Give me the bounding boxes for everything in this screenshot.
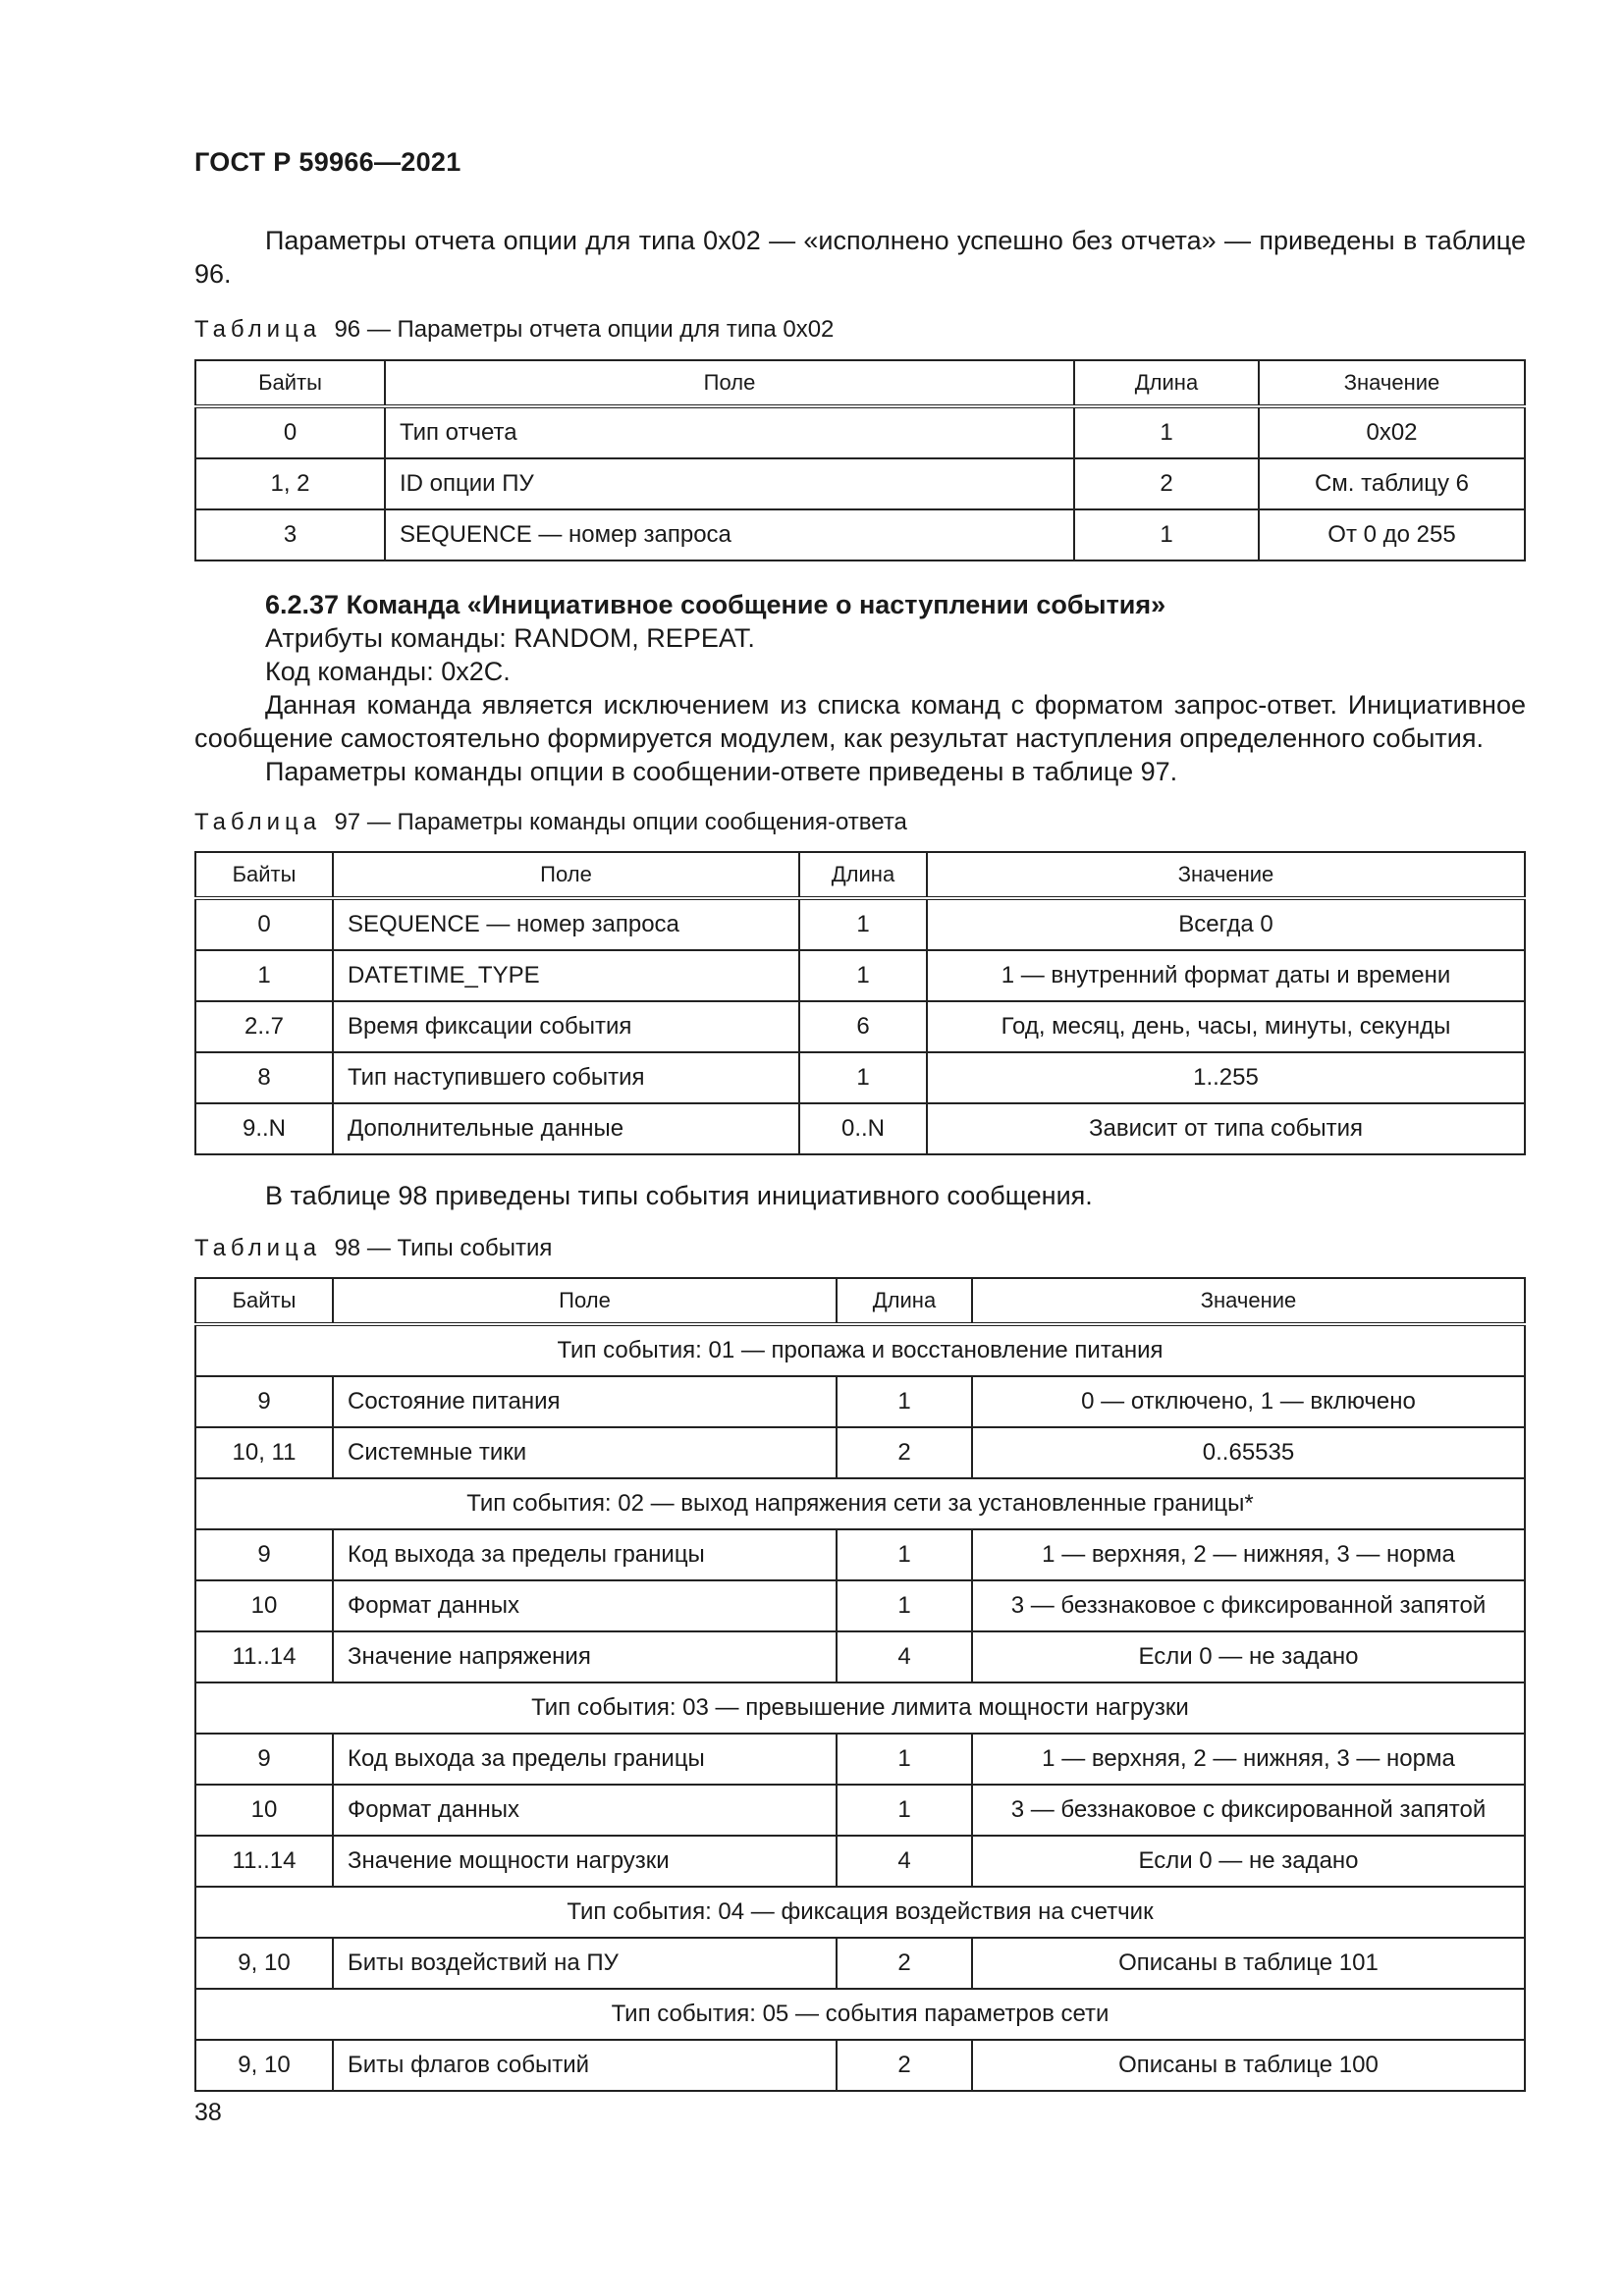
cell-bytes: 9 — [195, 1529, 333, 1580]
cell-length: 4 — [837, 1836, 972, 1887]
event-group-title: Тип события: 04 — фиксация воздействия на счетчик — [195, 1887, 1525, 1938]
table-row — [195, 1427, 1525, 1478]
cell-bytes: 1, 2 — [195, 458, 385, 509]
cell-bytes: 0 — [195, 406, 385, 458]
cell-length: 6 — [799, 1001, 927, 1052]
cell-length: 1 — [1074, 406, 1259, 458]
page-number: 38 — [194, 2099, 222, 2126]
table-row — [195, 509, 1525, 561]
cell-length: 4 — [837, 1631, 972, 1682]
section-code: Код команды: 0x2C. — [265, 657, 511, 686]
cell-length: 2 — [1074, 458, 1259, 509]
cell-length: 1 — [799, 950, 927, 1001]
cell-field: ID опции ПУ — [385, 458, 1074, 509]
caption-table-97 — [194, 809, 907, 836]
table-row — [195, 406, 1525, 458]
cell-field: Значение напряжения — [333, 1631, 837, 1682]
event-group-title: Тип события: 03 — превышение лимита мощности нагрузки — [195, 1682, 1525, 1734]
cell-bytes: 9 — [195, 1734, 333, 1785]
caption-text: 96 — Параметры отчета опции для типа 0x02 — [334, 316, 835, 343]
header-length: Длина — [837, 1278, 972, 1324]
cell-field: Код выхода за пределы границы — [333, 1529, 837, 1580]
cell-value: Если 0 — не задано — [972, 1836, 1525, 1887]
cell-field: Состояние питания — [333, 1376, 837, 1427]
cell-length: 2 — [837, 1427, 972, 1478]
section-title: 6.2.37 Команда «Инициативное сообщение о наступлении события» — [265, 590, 1166, 619]
cell-field: SEQUENCE — номер запроса — [385, 509, 1074, 561]
caption-table-96 — [194, 316, 834, 344]
event-group-title: Тип события: 02 — выход напряжения сети за установленные границы* — [195, 1478, 1525, 1529]
event-group-row — [195, 1478, 1525, 1529]
header-value: Значение — [927, 852, 1525, 898]
event-group-title: Тип события: 05 — события параметров сети — [195, 1989, 1525, 2040]
event-group-title: Тип события: 01 — пропажа и восстановление питания — [195, 1324, 1525, 1376]
table-row — [195, 1938, 1525, 1989]
cell-value: 3 — беззнаковое с фиксированной запятой — [972, 1785, 1525, 1836]
cell-bytes: 9 — [195, 1376, 333, 1427]
table-header-row — [195, 852, 1525, 898]
cell-field: Формат данных — [333, 1785, 837, 1836]
header-value: Значение — [1259, 360, 1525, 406]
cell-bytes: 11..14 — [195, 1836, 333, 1887]
cell-length: 1 — [837, 1529, 972, 1580]
cell-field: Тип наступившего события — [333, 1052, 799, 1103]
table-row — [195, 1836, 1525, 1887]
header-bytes: Байты — [195, 1278, 333, 1324]
cell-bytes: 0 — [195, 898, 333, 950]
cell-bytes: 9..N — [195, 1103, 333, 1154]
header-bytes: Байты — [195, 360, 385, 406]
event-group-row — [195, 1989, 1525, 2040]
cell-value: От 0 до 255 — [1259, 509, 1525, 561]
cell-value: 0x02 — [1259, 406, 1525, 458]
document-header: ГОСТ Р 59966—2021 — [194, 147, 461, 177]
table-row — [195, 1376, 1525, 1427]
cell-bytes: 2..7 — [195, 1001, 333, 1052]
event-group-row — [195, 1682, 1525, 1734]
cell-value: 1 — внутренний формат даты и времени — [927, 950, 1525, 1001]
cell-bytes: 10 — [195, 1580, 333, 1631]
cell-value: 0 — отключено, 1 — включено — [972, 1376, 1525, 1427]
cell-field: Код выхода за пределы границы — [333, 1734, 837, 1785]
cell-length: 1 — [837, 1734, 972, 1785]
table-98 — [194, 1277, 1526, 2092]
table-row — [195, 1631, 1525, 1682]
cell-field: Формат данных — [333, 1580, 837, 1631]
table-97 — [194, 851, 1526, 1155]
cell-bytes: 9, 10 — [195, 1938, 333, 1989]
table-row — [195, 2040, 1525, 2091]
cell-length: 0..N — [799, 1103, 927, 1154]
cell-length: 2 — [837, 1938, 972, 1989]
cell-value: 1 — верхняя, 2 — нижняя, 3 — норма — [972, 1734, 1525, 1785]
table-header-row — [195, 360, 1525, 406]
header-field: Поле — [333, 1278, 837, 1324]
cell-field: Время фиксации события — [333, 1001, 799, 1052]
header-value: Значение — [972, 1278, 1525, 1324]
cell-value: Зависит от типа события — [927, 1103, 1525, 1154]
cell-value: Если 0 — не задано — [972, 1631, 1525, 1682]
caption-text: 97 — Параметры команды опции сообщения-ответа — [334, 809, 907, 835]
cell-field: SEQUENCE — номер запроса — [333, 898, 799, 950]
cell-bytes: 10, 11 — [195, 1427, 333, 1478]
intro-table-96: Параметры отчета опции для типа 0x02 — «исполнено успешно без отчета» — приведены в таблице 96. — [194, 226, 1526, 289]
event-group-row — [195, 1887, 1525, 1938]
cell-value: Описаны в таблице 101 — [972, 1938, 1525, 1989]
cell-length: 1 — [837, 1580, 972, 1631]
header-field: Поле — [333, 852, 799, 898]
table-header-row — [195, 1278, 1525, 1324]
table-96 — [194, 359, 1526, 561]
cell-length: 1 — [1074, 509, 1259, 561]
cell-field: Системные тики — [333, 1427, 837, 1478]
cell-length: 2 — [837, 2040, 972, 2091]
cell-value: Год, месяц, день, часы, минуты, секунды — [927, 1001, 1525, 1052]
header-field: Поле — [385, 360, 1074, 406]
cell-length: 1 — [837, 1785, 972, 1836]
table-row — [195, 458, 1525, 509]
header-bytes: Байты — [195, 852, 333, 898]
cell-bytes: 10 — [195, 1785, 333, 1836]
cell-bytes: 9, 10 — [195, 2040, 333, 2091]
table-row — [195, 1103, 1525, 1154]
caption-lead: Таблица — [194, 316, 322, 343]
table-row — [195, 898, 1525, 950]
cell-bytes: 1 — [195, 950, 333, 1001]
cell-field: Биты воздействий на ПУ — [333, 1938, 837, 1989]
table-row — [195, 1001, 1525, 1052]
cell-field: DATETIME_TYPE — [333, 950, 799, 1001]
section-params: Параметры команды опции в сообщении-ответе приведены в таблице 97. — [265, 757, 1178, 786]
caption-text: 98 — Типы события — [334, 1235, 553, 1261]
cell-field: Тип отчета — [385, 406, 1074, 458]
cell-bytes: 11..14 — [195, 1631, 333, 1682]
table-row — [195, 1580, 1525, 1631]
table-row — [195, 1785, 1525, 1836]
cell-bytes: 3 — [195, 509, 385, 561]
table-row — [195, 950, 1525, 1001]
cell-field: Биты флагов событий — [333, 2040, 837, 2091]
cell-value: См. таблицу 6 — [1259, 458, 1525, 509]
caption-lead: Таблица — [194, 809, 322, 835]
table-row — [195, 1734, 1525, 1785]
cell-length: 1 — [799, 898, 927, 950]
header-length: Длина — [799, 852, 927, 898]
caption-lead: Таблица — [194, 1235, 322, 1261]
cell-field: Дополнительные данные — [333, 1103, 799, 1154]
cell-value: Описаны в таблице 100 — [972, 2040, 1525, 2091]
section-attributes: Атрибуты команды: RANDOM, REPEAT. — [265, 623, 755, 653]
cell-value: 1..255 — [927, 1052, 1525, 1103]
caption-table-98 — [194, 1235, 552, 1262]
section-6-2-37 — [194, 588, 1526, 788]
table-row — [195, 1529, 1525, 1580]
cell-value: 1 — верхняя, 2 — нижняя, 3 — норма — [972, 1529, 1525, 1580]
cell-value: Всегда 0 — [927, 898, 1525, 950]
table-row — [195, 1052, 1525, 1103]
section-description: Данная команда является исключением из списка команд с форматом запрос-ответ. Инициативное сообщение самостоятельно формируется модулем, как результат наступления определенного события. — [194, 690, 1526, 753]
cell-value: 3 — беззнаковое с фиксированной запятой — [972, 1580, 1525, 1631]
cell-length: 1 — [799, 1052, 927, 1103]
cell-length: 1 — [837, 1376, 972, 1427]
event-group-row — [195, 1324, 1525, 1376]
cell-value: 0..65535 — [972, 1427, 1525, 1478]
intro-table-98: В таблице 98 приведены типы события инициативного сообщения. — [265, 1181, 1093, 1210]
cell-field: Значение мощности нагрузки — [333, 1836, 837, 1887]
cell-bytes: 8 — [195, 1052, 333, 1103]
header-length: Длина — [1074, 360, 1259, 406]
